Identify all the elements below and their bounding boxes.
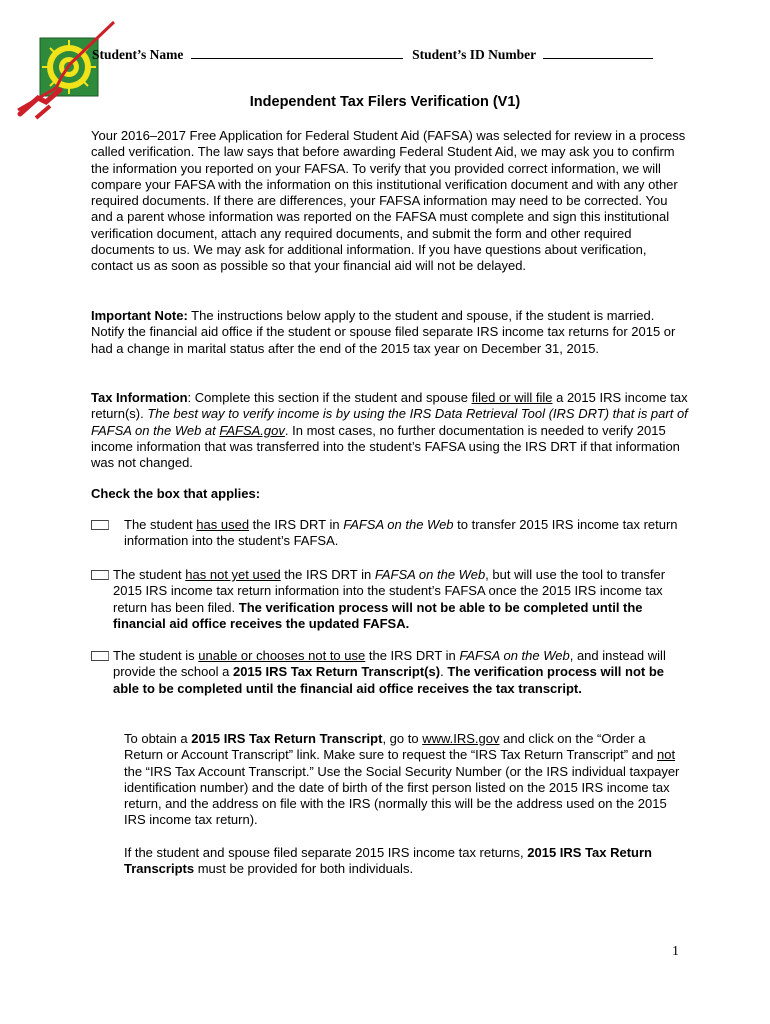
option-unable-to-use-drt-checkbox[interactable] (91, 651, 109, 661)
separate-returns-text: If the student and spouse filed separate 2015 IRS income tax returns, (124, 845, 528, 860)
transcript-text: the “IRS Tax Account Transcript.” Use the Social Security Number (or the IRS individual taxpayer identification number) and the date of birth of the first person listed on the 2015 IRS income tax return, and the address on file with the IRS (normally this will be the address used on the 2015 IRS income tax return). (124, 763, 680, 828)
important-note-text: The instructions below apply to the student and spouse, if the student is married. Notify the financial aid office if the student or spouse filed separate IRS income tax returns for 2015 or had a change in marital status after the end of the 2015 tax year on December 31, 2015. (91, 308, 676, 356)
option-has-used-drt-checkbox[interactable] (91, 520, 109, 530)
option-bold: 2015 IRS Tax Return Transcript(s) (232, 664, 441, 680)
student-name-label: Student’s Name (92, 47, 184, 62)
important-note-paragraph (91, 308, 691, 357)
important-note-label: Important Note: (91, 308, 188, 323)
option-not-yet-used-drt-text (113, 567, 673, 632)
option-text: The student (113, 567, 186, 582)
page-number: 1 (672, 944, 679, 959)
separate-returns-paragraph (124, 845, 684, 878)
option-unable-to-use-drt-text (113, 648, 683, 697)
option-underline: has not yet used (185, 567, 281, 582)
option-underline: has used (196, 517, 250, 532)
option-text: , and instead will provide the school a (113, 648, 666, 680)
transcript-text: and click on the “Order a Return or Account Transcript” link. Make sure to request the “IRS Tax Return Transcript” and (124, 731, 657, 763)
option-bold: The verification process will not be able to be completed until the financial aid office receives the updated FAFSA. (113, 599, 643, 631)
tax-info-text: a 2015 IRS income tax return(s). (91, 390, 688, 422)
option-italic: FAFSA on the Web (459, 648, 570, 663)
header-line (92, 47, 692, 63)
transcript-text: , go to (382, 731, 423, 746)
option-not-yet-used-drt-checkbox[interactable] (91, 570, 109, 580)
tax-info-text: . In most cases, no further documentation is needed to verify 2015 income information that was transferred into the student’s FAFSA using the IRS DRT if that information was not changed. (91, 422, 680, 471)
transcript-text: To obtain a (124, 731, 192, 746)
option-italic: FAFSA on the Web (374, 567, 486, 582)
transcript-bold: 2015 IRS Tax Return Transcript (191, 731, 383, 746)
tax-info-italic: The best way to verify income is by using the IRS Data Retrieval Tool (IRS DRT) that is part of FAFSA on the Web at (91, 406, 688, 438)
separate-returns-bold: 2015 IRS Tax Return Transcripts (124, 845, 653, 877)
tax-info-underline: filed or will file (471, 390, 553, 405)
tax-info-text: : Complete this section if the student and spouse (187, 390, 472, 405)
student-id-field[interactable] (543, 47, 653, 59)
option-text: to transfer 2015 IRS income tax return information into the student’s FAFSA. (124, 517, 678, 549)
tax-information-paragraph (91, 390, 691, 471)
intro-paragraph: Your 2016–2017 Free Application for Federal Student Aid (FAFSA) was selected for review in a process called verification. The law says that before awarding Federal Student Aid, we may ask you to confirm the information you reported on your FAFSA. To verify that you provided correct information, we will compare your FAFSA with the information on this institutional verification document and with any other required documents. If there are differences, your FAFSA information may need to be corrected. You and a parent whose information was reported on the FAFSA must complete and sign this institutional verification document, attach any required documents, and submit the form and other required documents to us. We may ask for additional information. If you have questions about verification, contact us as soon as possible so that your financial aid will not be delayed. (91, 128, 686, 274)
option-text: The student (124, 517, 197, 532)
option-underline: unable or chooses not to use (198, 648, 366, 663)
student-name-field[interactable] (191, 47, 403, 59)
option-text: the IRS DRT in (249, 517, 344, 532)
fafsa-gov-link[interactable]: FAFSA.gov (219, 422, 285, 438)
separate-returns-text: must be provided for both individuals. (194, 861, 414, 877)
option-text: the IRS DRT in (280, 567, 375, 582)
option-italic: FAFSA on the Web (343, 517, 454, 532)
option-text: the IRS DRT in (365, 648, 460, 663)
transcript-instructions-paragraph (124, 731, 684, 829)
option-text: , but will use the tool to transfer 2015 IRS income tax return information into the student’s FAFSA once the 2015 IRS income tax return has been filed. (113, 567, 666, 615)
tax-info-label: Tax Information (91, 390, 188, 405)
irs-gov-link[interactable]: www.IRS.gov (422, 731, 500, 746)
option-text: The student is (113, 648, 199, 663)
page-title: Independent Tax Filers Verification (V1) (249, 94, 521, 110)
student-id-label: Student’s ID Number (412, 47, 536, 62)
option-has-used-drt-text (124, 517, 694, 550)
check-box-heading: Check the box that applies: (91, 486, 261, 501)
option-text: . (440, 664, 448, 680)
transcript-underline: not (657, 747, 676, 763)
option-bold: The verification process will not be able to be completed until the financial aid office receives the tax transcript. (113, 664, 665, 696)
